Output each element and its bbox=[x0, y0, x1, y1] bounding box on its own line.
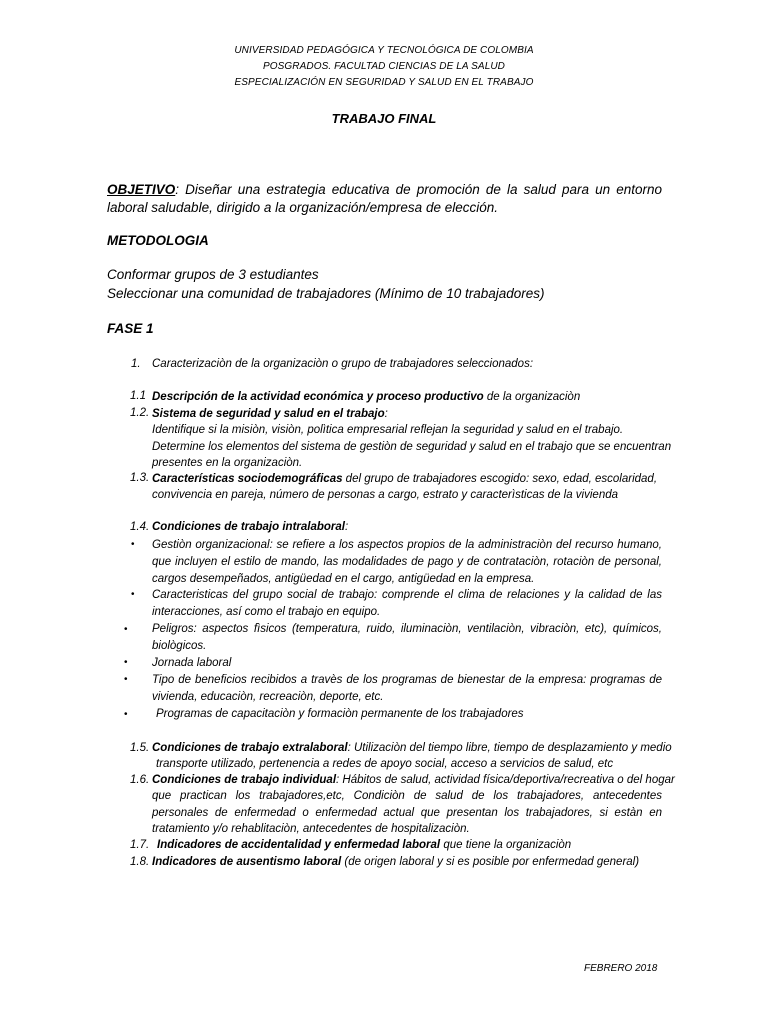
list-item: Programas de capacitaciòn y formaciòn permanente de los trabajadores bbox=[156, 708, 524, 720]
item-1-3-line-2: convivencia en pareja, número de personas a cargo, estrato y caracterìsticas de la vivienda bbox=[152, 489, 619, 501]
item-1-6-rest: : Hábitos de salud, actividad física/deportiva/recreativa o del hogar bbox=[336, 774, 675, 786]
header-program: ESPECIALIZACIÓN EN SEGURIDAD Y SALUD EN EL TRABAJO bbox=[234, 77, 534, 88]
item-1-7-bold: Indicadores de accidentalidad y enfermedad laboral bbox=[157, 839, 441, 851]
list-item: Jornada laboral bbox=[152, 657, 232, 669]
item-1-1-bold: Descripción de la actividad económica y proceso productivo bbox=[152, 391, 484, 403]
item-1-8-text bbox=[152, 854, 639, 871]
document-title: TRABAJO FINAL bbox=[331, 111, 437, 126]
item-1-2-rest: : bbox=[384, 408, 388, 420]
methodology-heading: METODOLOGIA bbox=[107, 233, 209, 248]
objective-text: : Diseñar una estrategia educativa de promoción de la salud para un entorno laboral saludable, dirigido a la organización/empresa de elección. bbox=[107, 182, 662, 215]
item-number: 1.6. bbox=[130, 774, 150, 786]
methodology-line-1: Conformar grupos de 3 estudiantes bbox=[107, 267, 319, 282]
item-1-4-bold: Condiciones de trabajo intralaboral bbox=[152, 521, 345, 533]
list-item: Gestiòn organizacional: se refiere a los aspectos propios de la administraciòn del recurso humano, que incluyen el estilo de mando, las modalidades de pago y de contrataciòn, rotaciòn de personal, cargos desempeñados, antigüedad en el cargo, antigüedad en la empresa. bbox=[152, 539, 662, 585]
bullet-icon: • bbox=[131, 539, 135, 550]
item-1-text: Caracterizaciòn de la organizaciòn o grupo de trabajadores seleccionados: bbox=[152, 358, 534, 370]
item-1-4-rest: : bbox=[344, 521, 349, 533]
item-number: 1.1 bbox=[130, 390, 146, 402]
phase-heading: FASE 1 bbox=[107, 321, 154, 336]
item-1-2-line-3: Determine los elementos del sistema de gestiòn de seguridad y salud en el trabajo que se encuentran bbox=[152, 441, 672, 453]
list-item: Peligros: aspectos fìsicos (temperatura, ruido, iluminaciòn, ventilaciòn, vibraciòn, etc), químicos, biològicos. bbox=[152, 623, 662, 652]
footer-date: FEBRERO 2018 bbox=[584, 963, 658, 974]
item-1-5-line-2: transporte utilizado, pertenencia a redes de apoyo social, acceso a servicios de salud, etc bbox=[156, 758, 614, 770]
item-1-2-line-2: Identifique si la misiòn, visiòn, polìtica empresarial reflejan la seguridad y salud en el trabajo. bbox=[152, 424, 624, 436]
header-faculty: POSGRADOS. FACULTAD CIENCIAS DE LA SALUD bbox=[262, 61, 505, 72]
item-number: 1.5. bbox=[130, 742, 150, 754]
item-1-8-bold: Indicadores de ausentismo laboral bbox=[152, 856, 342, 868]
item-1-6-bold: Condiciones de trabajo individual bbox=[152, 774, 337, 786]
list-item: Caracteristicas del grupo social de trabajo: comprende el clima de relaciones y la calidad de las interacciones, así como el trabajo en equipo. bbox=[152, 589, 662, 618]
list-item: Tipo de beneficios recibidos a travès de los programas de bienestar de la empresa: programas de vivienda, educaciòn, recreaciòn, deporte, etc. bbox=[152, 674, 662, 703]
bullet-icon: • bbox=[124, 624, 128, 635]
item-1-5-text bbox=[152, 740, 672, 757]
item-1-8-rest: (de origen laboral y si es posible por enfermedad general) bbox=[341, 856, 640, 868]
item-number: 1.8. bbox=[130, 856, 150, 868]
objective-paragraph bbox=[107, 181, 662, 217]
item-1-2-text bbox=[152, 406, 388, 423]
item-1-3-rest: del grupo de trabajadores escogido: sexo, edad, escolaridad, bbox=[342, 473, 658, 485]
item-1-2-line-4: presentes en la organizaciòn. bbox=[152, 457, 303, 469]
item-1-1-rest: de la organizaciòn bbox=[483, 391, 581, 403]
item-1-1-text bbox=[152, 389, 580, 406]
bullet-icon: • bbox=[124, 657, 128, 668]
item-1-4-text bbox=[152, 519, 348, 536]
item-1-5-bold: Condiciones de trabajo extralaboral bbox=[152, 742, 348, 754]
item-number: 1.3. bbox=[130, 472, 150, 484]
item-1-7-text bbox=[157, 837, 571, 854]
item-1-7-rest: que tiene la organizaciòn bbox=[440, 839, 572, 851]
item-number: 1. bbox=[131, 358, 141, 370]
item-number: 1.2. bbox=[130, 407, 150, 419]
item-1-3-text bbox=[152, 471, 657, 488]
item-1-3-bold: Características sociodemográficas bbox=[152, 473, 343, 485]
item-number: 1.7. bbox=[130, 839, 150, 851]
objective-label: OBJETIVO bbox=[107, 182, 176, 197]
bullet-icon: • bbox=[131, 589, 135, 600]
bullet-icon: • bbox=[124, 674, 128, 685]
item-number: 1.4. bbox=[130, 521, 150, 533]
methodology-line-2: Seleccionar una comunidad de trabajadores (Mínimo de 10 trabajadores) bbox=[107, 286, 545, 301]
item-1-6-text bbox=[152, 772, 675, 789]
header-university: UNIVERSIDAD PEDAGÓGICA Y TECNOLÓGICA DE COLOMBIA bbox=[234, 45, 534, 56]
item-1-6-continuation: que practican los trabajadores,etc, Condiciòn de salud de los trabajadores, antecedentes personales de enfermedad o enfermedad actual que presentan los trabajadores, si estàn en tratamiento y/o rehablitaciòn, antecedentes de hospitalizaciòn. bbox=[152, 790, 662, 835]
bullet-icon: • bbox=[124, 709, 128, 720]
item-1-5-rest: : Utilizaciòn del tiempo libre, tiempo de desplazamiento y medio bbox=[347, 742, 672, 754]
item-1-2-bold: Sistema de seguridad y salud en el trabajo bbox=[152, 408, 385, 420]
